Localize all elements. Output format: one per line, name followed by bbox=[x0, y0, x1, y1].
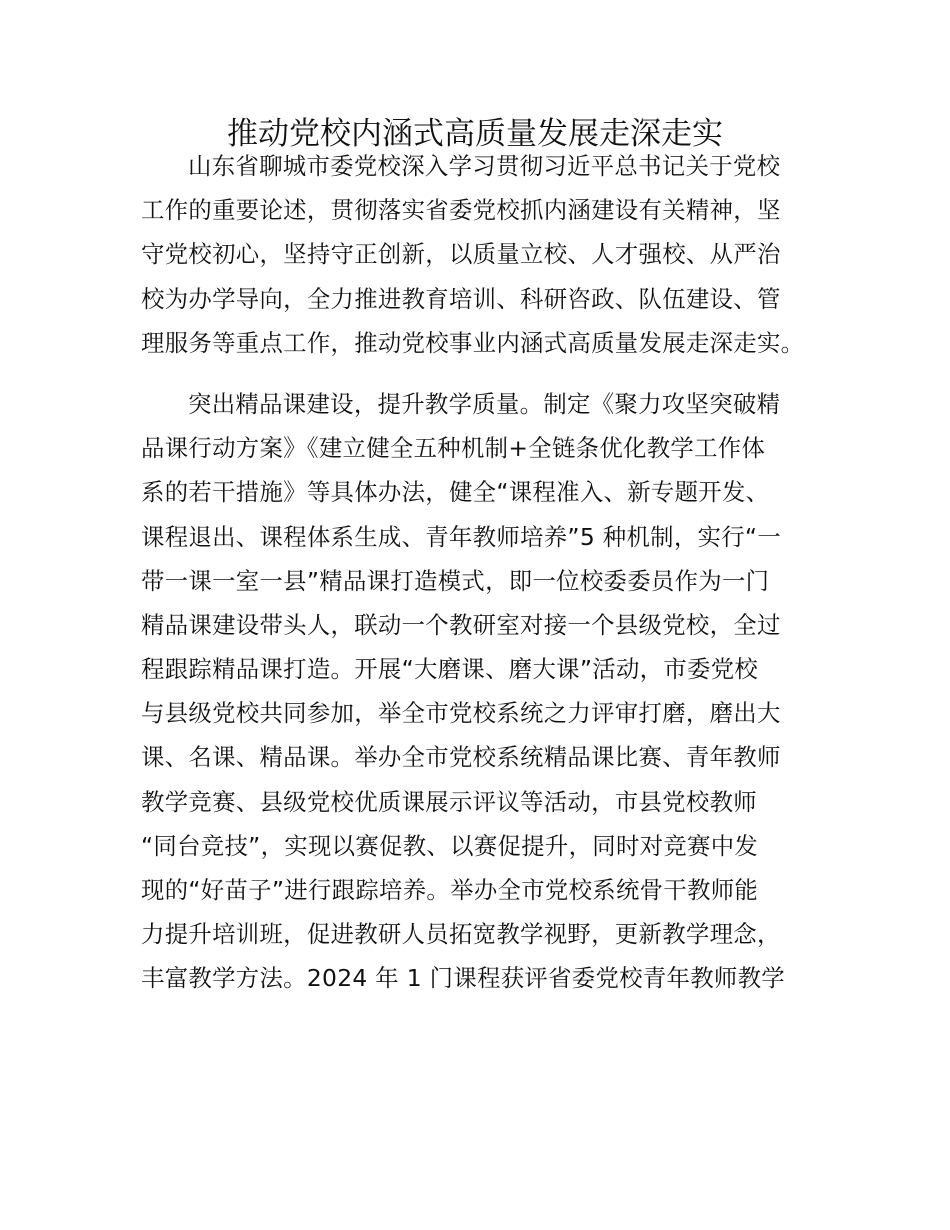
text-line: 品课行动方案》《建立健全五种机制+全链条优化教学工作体 bbox=[141, 434, 766, 463]
text-line: 守党校初心，坚持守正创新，以质量立校、人才强校、从严治 bbox=[141, 240, 781, 269]
text-line: 教学竞赛、县级党校优质课展示评议等活动，市县党校教师 bbox=[141, 787, 757, 816]
text-line: 工作的重要论述，贯彻落实省委党校抓内涵建设有关精神，坚 bbox=[141, 196, 781, 225]
paragraph-quality-courses bbox=[141, 382, 831, 1001]
text-line: 突出精品课建设，提升教学质量。制定《聚力攻坚突破精 bbox=[188, 389, 781, 418]
document-title: 推动党校内涵式高质量发展走深走实 bbox=[227, 116, 723, 152]
text-line: 带一课一室一县”精品课打造模式，即一位校委委员作为一门 bbox=[141, 566, 770, 595]
text-line: 程跟踪精品课打造。开展“大磨课、磨大课”活动，市委党校 bbox=[141, 655, 759, 684]
paragraph-spacer bbox=[141, 365, 831, 382]
text-line: 山东省聊城市委党校深入学习贯彻习近平总书记关于党校 bbox=[188, 152, 781, 180]
text-line: 系的若干措施》等具体办法，健全“课程准入、新专题开发、 bbox=[141, 478, 770, 507]
text-line: 现的“好苗子”进行跟踪培养。举办全市党校系统骨干教师能 bbox=[141, 876, 759, 904]
document-body bbox=[141, 144, 831, 1001]
text-line: 力提升培训班，促进教研人员拓宽教学视野，更新教学理念， bbox=[141, 920, 781, 949]
text-line: 校为办学导向，全力推进教育培训、科研咨政、队伍建设、管 bbox=[141, 284, 781, 313]
text-line: 丰富教学方法。2024 年 1 门课程获评省委党校青年教师教学 bbox=[141, 964, 785, 993]
paragraph-intro bbox=[141, 144, 831, 365]
text-line: 精品课建设带头人，联动一个教研室对接一个县级党校，全过 bbox=[141, 610, 781, 639]
text-line: 理服务等重点工作，推动党校事业内涵式高质量发展走深走实。 bbox=[141, 328, 805, 357]
text-line: 课程退出、课程体系生成、青年教师培养”5 种机制，实行“一 bbox=[141, 522, 782, 551]
text-line: 课、名课、精品课。举办全市党校系统精品课比赛、青年教师 bbox=[141, 743, 781, 772]
text-line: “同台竞技”，实现以赛促教、以赛促提升，同时对竞赛中发 bbox=[141, 831, 759, 860]
text-line: 与县级党校共同参加，举全市党校系统之力评审打磨，磨出大 bbox=[141, 699, 781, 728]
